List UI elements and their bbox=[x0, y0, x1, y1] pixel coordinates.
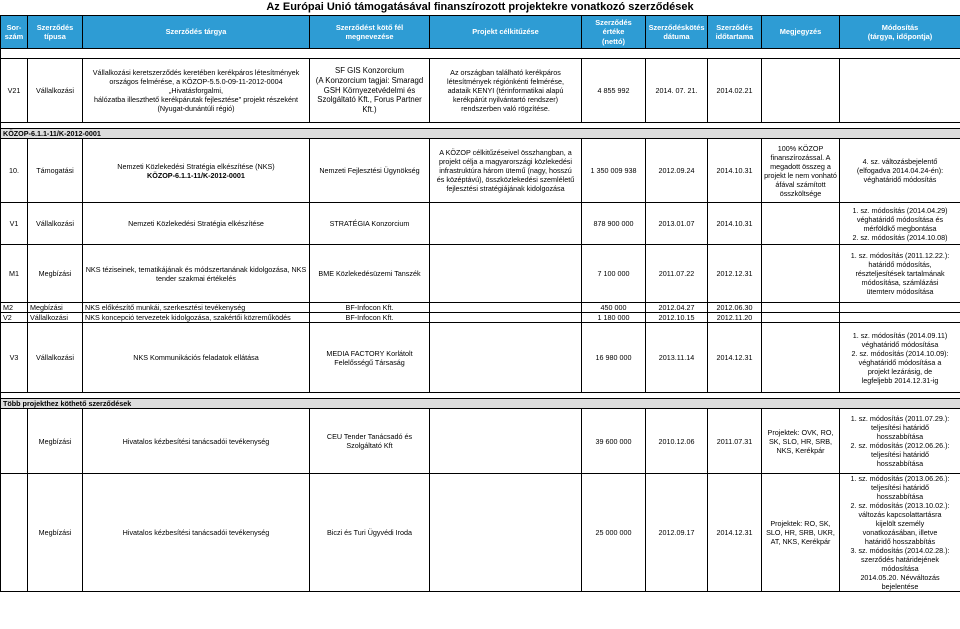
cell-type: Megbízási bbox=[28, 474, 83, 592]
cell-id bbox=[1, 474, 28, 592]
cell-party: MEDIA FACTORY Korlátolt Felelősségű Társaság bbox=[310, 323, 430, 393]
header-idotartam: Szerződés időtartama bbox=[708, 16, 762, 49]
cell-subject: Nemzeti Közlekedési Stratégia elkészítése bbox=[83, 203, 310, 245]
cell-value: 878 900 000 bbox=[582, 203, 646, 245]
cell-type: Megbízási bbox=[28, 303, 83, 313]
cell-party: BF-Infocon Kft. bbox=[310, 313, 430, 323]
cell-party: BME Közlekedésüzemi Tanszék bbox=[310, 245, 430, 303]
table-row bbox=[1, 303, 960, 313]
cell-note bbox=[762, 203, 840, 245]
cell-goal bbox=[430, 203, 582, 245]
cell-date: 2010.12.06 bbox=[646, 409, 708, 474]
cell-party: SF GIS Konzorcium (A Konzorcium tagjai: Smaragd GSH Környezetvédelmi és Szolgáltató Kft., Forus Partner Kft.) bbox=[310, 59, 430, 123]
cell-subject: Hivatalos kézbesítési tanácsadói tevékenység bbox=[83, 409, 310, 474]
cell-party: BF-Infocon Kft. bbox=[310, 303, 430, 313]
cell-duration: 2014.10.31 bbox=[708, 203, 762, 245]
cell-id: M1 bbox=[1, 245, 28, 303]
cell-modification: 1. sz. módosítás (2011.07.29.): teljesítési határidő hosszabbítása 2. sz. módosítás (2012.06.26.): teljesítési határidő hosszabbítása bbox=[840, 409, 960, 474]
section-header bbox=[1, 399, 960, 409]
cell-id: V2 bbox=[1, 313, 28, 323]
cell-date: 2012.04.27 bbox=[646, 303, 708, 313]
cell-type: Vállalkozási bbox=[28, 323, 83, 393]
cell-party: Biczi és Turi Ügyvédi Iroda bbox=[310, 474, 430, 592]
cell-duration: 2012.11.20 bbox=[708, 313, 762, 323]
cell-id: M2 bbox=[1, 303, 28, 313]
cell-note: 100% KÖZOP finanszírozással. A megadott összeg a projekt le nem vonható áfával számított összköltsége bbox=[762, 139, 840, 203]
header-megjegyzes: Megjegyzés bbox=[762, 16, 840, 49]
cell-note bbox=[762, 59, 840, 123]
cell-party: CEU Tender Tanácsadó és Szolgáltató Kft bbox=[310, 409, 430, 474]
cell-date: 2013.11.14 bbox=[646, 323, 708, 393]
cell-modification: 1. sz. módosítás (2013.06.26.): teljesítési határidő hosszabbítása 2. sz. módosítás (2013.10.02.): változás kapcsolattartásra kijelölt személy vonatkozásában, illetve határidő hosszabbítás 3. sz. módosítás (2014.02.28.): szerződés határidejének módosítása 2014.05.20. Névváltozás bejelentése bbox=[840, 474, 960, 592]
cell-goal: A KÖZOP célkitűzéseivel összhangban, a projekt célja a magyarországi közlekedési infrastruktúra három ütemű (nagy, hosszú és középtávú), összközlekedési szemléletű fejlesztési stratégiájának kidolgozása bbox=[430, 139, 582, 203]
cell-party: Nemzeti Fejlesztési Ügynökség bbox=[310, 139, 430, 203]
section-title: Több projekthez köthető szerződések bbox=[1, 399, 960, 409]
cell-date: 2014. 07. 21. bbox=[646, 59, 708, 123]
cell-duration: 2014.10.31 bbox=[708, 139, 762, 203]
cell-goal bbox=[430, 303, 582, 313]
table-row bbox=[1, 59, 960, 123]
header-ertek: Szerződés értéke (nettó) bbox=[582, 16, 646, 49]
cell-value: 1 350 009 938 bbox=[582, 139, 646, 203]
cell-date: 2011.07.22 bbox=[646, 245, 708, 303]
cell-modification: 1. sz. módosítás (2011.12.22.): határidő módosítás, részteljesítések tartalmának módosítása, számlázási ütemterv módosítása bbox=[840, 245, 960, 303]
cell-goal bbox=[430, 409, 582, 474]
header-targy: Szerződés tárgya bbox=[83, 16, 310, 49]
cell-subject: NKS koncepció tervezetek kidolgozása, szakértői közreműködés bbox=[83, 313, 310, 323]
cell-value: 39 600 000 bbox=[582, 409, 646, 474]
cell-duration: 2012.06.30 bbox=[708, 303, 762, 313]
cell-subject: NKS előkészítő munkái, szerkesztési tevékenység bbox=[83, 303, 310, 313]
header-celkituzes: Projekt célkitűzése bbox=[430, 16, 582, 49]
cell-id bbox=[1, 409, 28, 474]
cell-type: Vállalkozási bbox=[28, 313, 83, 323]
cell-goal: Az országban található kerékpáros létesítmények régiónkénti felmérése, adataik KENYI (térinformatikai alapú kerékpárút nyilvántartó rendszer) rendszerben való rögzítése. bbox=[430, 59, 582, 123]
contracts-table bbox=[0, 15, 960, 592]
cell-note: Projektek: RO, SK, SLO, HR, SRB, UKR, AT, NKS, Kerékpár bbox=[762, 474, 840, 592]
header-tipus: Szerződés típusa bbox=[28, 16, 83, 49]
cell-value: 450 000 bbox=[582, 303, 646, 313]
cell-note bbox=[762, 313, 840, 323]
cell-type: Támogatási bbox=[28, 139, 83, 203]
cell-modification bbox=[840, 313, 960, 323]
cell-modification: 1. sz. módosítás (2014.09.11) véghatáridő módosítása 2. sz. módosítás (2014.10.09): véghatáridő módosítása a projekt lezárásig, de legfeljebb 2014.12.31-ig bbox=[840, 323, 960, 393]
cell-duration: 2011.07.31 bbox=[708, 409, 762, 474]
header-fel: Szerződést kötő fél megnevezése bbox=[310, 16, 430, 49]
cell-subject bbox=[83, 139, 310, 203]
table-row bbox=[1, 139, 960, 203]
cell-value: 25 000 000 bbox=[582, 474, 646, 592]
cell-modification bbox=[840, 303, 960, 313]
cell-id: 10. bbox=[1, 139, 28, 203]
table-row bbox=[1, 323, 960, 393]
header-datum: Szerződéskötés dátuma bbox=[646, 16, 708, 49]
cell-type: Megbízási bbox=[28, 245, 83, 303]
cell-modification: 4. sz. változásbejelentő (elfogadva 2014.04.24-én): véghatáridő módosítás bbox=[840, 139, 960, 203]
cell-value: 1 180 000 bbox=[582, 313, 646, 323]
cell-id: V1 bbox=[1, 203, 28, 245]
table-row bbox=[1, 409, 960, 474]
cell-subject: NKS Kommunikációs feladatok ellátása bbox=[83, 323, 310, 393]
table-row bbox=[1, 313, 960, 323]
cell-goal bbox=[430, 245, 582, 303]
section-title: KÖZOP-6.1.1-11/K-2012-0001 bbox=[1, 129, 960, 139]
cell-party: STRATÉGIA Konzorcium bbox=[310, 203, 430, 245]
table-row bbox=[1, 474, 960, 592]
cell-type: Megbízási bbox=[28, 409, 83, 474]
cell-duration: 2012.12.31 bbox=[708, 245, 762, 303]
cell-id: V21 bbox=[1, 59, 28, 123]
cell-goal bbox=[430, 323, 582, 393]
cell-modification: 1. sz. módosítás (2014.04.29) véghatáridő módosítása és mérföldkő megbontása 2. sz. módosítás (2014.10.08) bbox=[840, 203, 960, 245]
cell-subject: Vállalkozási keretszerződés keretében kerékpáros létesítmények országos felmérése, a KÖZOP-5.5.0-09-11-2012-0004 „Hivatásforgalmi, hálózatba illeszthető kerékpárutak fejlesztése" projekt részeként (Nyugat-dunántúli régió) bbox=[83, 59, 310, 123]
cell-date: 2012.09.17 bbox=[646, 474, 708, 592]
header-modositas: Módosítás (tárgya, időpontja) bbox=[840, 16, 960, 49]
cell-type: Vállalkozási bbox=[28, 203, 83, 245]
header-sorszam: Sor- szám bbox=[1, 16, 28, 49]
page-title: Az Európai Unió támogatásával finanszírozott projektekre vonatkozó szerződések bbox=[266, 1, 694, 13]
header-row bbox=[1, 16, 960, 49]
cell-note bbox=[762, 323, 840, 393]
cell-date: 2013.01.07 bbox=[646, 203, 708, 245]
cell-note bbox=[762, 303, 840, 313]
cell-note bbox=[762, 245, 840, 303]
subject-code: KÖZOP-6.1.1-11/K-2012-0001 bbox=[147, 170, 245, 180]
section-header bbox=[1, 129, 960, 139]
cell-date: 2012.10.15 bbox=[646, 313, 708, 323]
cell-goal bbox=[430, 313, 582, 323]
subject-text: Nemzeti Közlekedési Stratégia elkészítése (NKS) bbox=[117, 161, 275, 171]
cell-modification bbox=[840, 59, 960, 123]
cell-value: 7 100 000 bbox=[582, 245, 646, 303]
cell-goal bbox=[430, 474, 582, 592]
cell-note: Projektek: OVK, RO, SK, SLO, HR, SRB, NKS, Kerékpár bbox=[762, 409, 840, 474]
cell-date: 2012.09.24 bbox=[646, 139, 708, 203]
cell-duration: 2014.02.21 bbox=[708, 59, 762, 123]
cell-subject: Hivatalos kézbesítési tanácsadói tevékenység bbox=[83, 474, 310, 592]
cell-duration: 2014.12.31 bbox=[708, 474, 762, 592]
table-row bbox=[1, 203, 960, 245]
table-row bbox=[1, 245, 960, 303]
cell-value: 4 855 992 bbox=[582, 59, 646, 123]
cell-duration: 2014.12.31 bbox=[708, 323, 762, 393]
cell-type: Vállalkozási bbox=[28, 59, 83, 123]
cell-subject: NKS téziseinek, tematikájának és módszertanának kidolgozása, NKS tender szakmai értékelés bbox=[83, 245, 310, 303]
cell-id: V3 bbox=[1, 323, 28, 393]
cell-value: 16 980 000 bbox=[582, 323, 646, 393]
